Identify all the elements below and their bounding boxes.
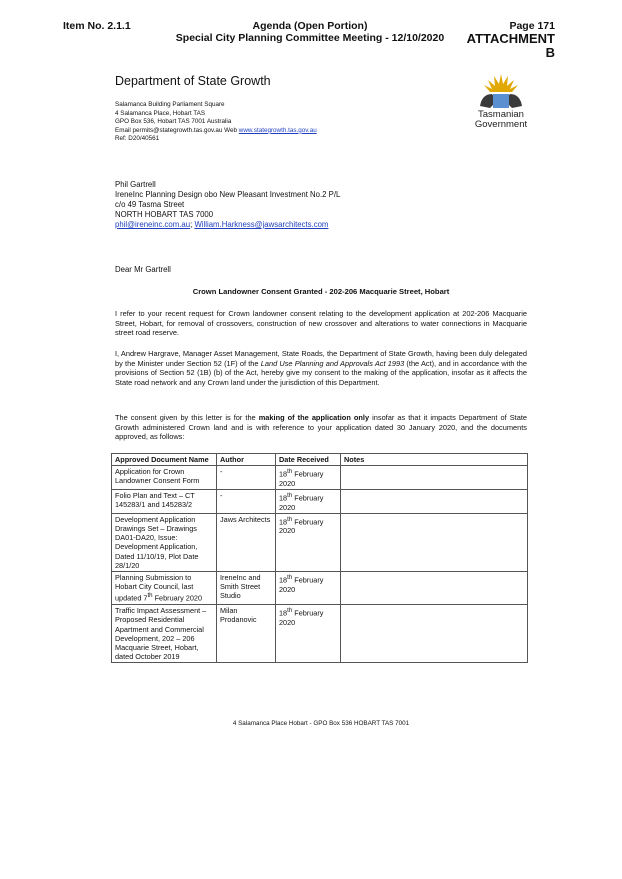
document-notes — [341, 513, 528, 571]
document-notes — [341, 466, 528, 490]
attachment-label: ATTACHMENT B — [466, 31, 555, 60]
document-notes — [341, 572, 528, 605]
logo-tiger-right — [507, 94, 522, 108]
email-link-william[interactable]: William.Harkness@jawsarchitects.com — [194, 220, 329, 229]
column-header: Approved Document Name — [112, 454, 217, 466]
table-row — [112, 513, 528, 571]
consent-text-a: I, Andrew Hargrave, Manager Asset Management, State Roads, the Department of State Growth, having been duly delegated by the Minister under Section 52 (1F) of the — [115, 349, 527, 368]
agenda-title — [150, 20, 470, 44]
table-row — [112, 572, 528, 605]
document-name: Folio Plan and Text – CT 145283/1 and 145283/2 — [112, 490, 217, 514]
document-author: - — [217, 466, 276, 490]
agenda-line-2: Special City Planning Committee Meeting - 12/10/2020 — [175, 32, 445, 44]
date-received — [276, 605, 341, 663]
address-line: Salamanca Building Parliament Square — [115, 101, 225, 108]
recipient-city: NORTH HOBART TAS 7000 — [115, 210, 214, 219]
date-rest: February 2020 — [279, 493, 324, 512]
website-link[interactable]: www.stategrowth.tas.gov.au — [238, 126, 317, 134]
date-rest: February 2020 — [279, 608, 324, 627]
recipient-company: IreneInc Planning Design obo New Pleasant Investment No.2 P/L — [115, 190, 341, 199]
document-author: IreneInc and Smith Street Studio — [217, 572, 276, 605]
recipient-block — [115, 180, 340, 230]
department-address — [115, 101, 317, 144]
reference-number: Ref: D20/40561 — [115, 135, 160, 143]
date-day: 18 — [279, 469, 288, 479]
approved-documents-table — [111, 453, 528, 663]
scope-emphasis: making of the application only — [258, 413, 370, 422]
document-author: Jaws Architects — [217, 513, 276, 571]
recipient-emails — [115, 220, 340, 230]
paragraph-scope — [115, 413, 527, 442]
date-rest: February 2020 — [279, 517, 324, 536]
agenda-line-1: Agenda (Open Portion) — [252, 20, 368, 32]
date-day: 18 — [279, 517, 288, 527]
doc-name-suffix: th — [147, 592, 153, 600]
document-notes — [341, 490, 528, 514]
table-row — [112, 466, 528, 490]
document-author: - — [217, 490, 276, 514]
page-number: Page 171 — [509, 20, 555, 32]
table-row — [112, 490, 528, 514]
logo-shield — [493, 94, 509, 108]
date-received — [276, 513, 341, 571]
paragraph-consent — [115, 349, 527, 387]
document-name: Application for Crown Landowner Consent Form — [112, 466, 217, 490]
document-author: Milan Prodanovic — [217, 605, 276, 663]
document-name: Development Application Drawings Set – Drawings DA01-DA20, Issue: Development Application, Dated 11/10/19, Plot Date 28/1/20 — [112, 513, 217, 571]
department-name: Department of State Growth — [115, 74, 271, 88]
table-row — [112, 605, 528, 663]
column-header: Author — [217, 454, 276, 466]
doc-name-b: February 2020 — [152, 593, 203, 603]
paragraph-request: I refer to your recent request for Crown landowner consent relating to the development application at 202-206 Macquarie Street, Hobart, for removal of crossovers, construction of new crossover and alterations to water connections in Macquarie street road reserve. — [115, 309, 527, 338]
date-suffix: th — [287, 468, 293, 476]
scope-text-b: insofar as that it impacts Department of State Growth administered Crown land and is with reference to your application dated 30 January 2020, and the documents approved, as follows: — [115, 413, 527, 442]
document-name — [112, 572, 217, 605]
wordmark-line-2: Government — [474, 119, 528, 130]
scope-text-a: The consent given by this letter is for the — [115, 413, 259, 422]
item-number: Item No. 2.1.1 — [63, 20, 131, 32]
document-notes — [341, 605, 528, 663]
column-header: Notes — [341, 454, 528, 466]
date-suffix: th — [287, 515, 293, 523]
date-received — [276, 572, 341, 605]
table-header-row — [112, 454, 528, 466]
email-text: Email permits@stategrowth.tas.gov.au Web — [115, 126, 239, 134]
recipient-name: Phil Gartrell — [115, 180, 156, 189]
email-separator: ; — [190, 220, 195, 229]
date-rest: February 2020 — [279, 469, 324, 488]
date-received — [276, 466, 341, 490]
date-suffix: th — [287, 492, 293, 500]
date-received — [276, 490, 341, 514]
date-day: 18 — [279, 575, 288, 585]
date-suffix: th — [287, 574, 293, 582]
address-line: 4 Salamanca Place, Hobart TAS — [115, 109, 206, 117]
date-rest: February 2020 — [279, 575, 324, 594]
wordmark-line-1: Tasmanian — [478, 109, 524, 120]
logo-tiger-left — [480, 94, 495, 108]
letter-footer: 4 Salamanca Place Hobart - GPO Box 536 HOBART TAS 7001 — [232, 720, 410, 727]
government-wordmark — [464, 110, 538, 130]
date-day: 18 — [279, 493, 288, 503]
doc-name-a: Planning Submission to Hobart City Council, last updated 7 — [115, 573, 194, 603]
recipient-street: c/o 49 Tasma Street — [115, 200, 185, 209]
address-line: GPO Box 536, Hobart TAS 7001 Australia — [115, 118, 232, 126]
consent-text-b: (the Act), and in accordance with the provisions of Section 52 (1B) (b) of the Act, hereby give my consent to the making of the application, insofar as it affects the State road network and any Crown land under the jurisdiction of this Department. — [115, 358, 527, 387]
contact-line — [115, 127, 317, 136]
act-title: Land Use Planning and Approvals Act 1993 — [260, 358, 405, 368]
page-reference — [455, 20, 555, 60]
salutation: Dear Mr Gartrell — [115, 265, 171, 274]
logo-sunburst — [484, 74, 518, 92]
column-header: Date Received — [276, 454, 341, 466]
email-link-phil[interactable]: phil@ireneinc.com.au — [115, 220, 191, 229]
document-name: Traffic Impact Assessment – Proposed Residential Apartment and Commercial Development, 202 – 206 Macquarie Street, Hobart, dated October 2019 — [112, 605, 217, 663]
date-day: 18 — [279, 608, 288, 618]
date-suffix: th — [287, 607, 293, 615]
subject-line: Crown Landowner Consent Granted - 202-206 Macquarie Street, Hobart — [192, 287, 450, 296]
